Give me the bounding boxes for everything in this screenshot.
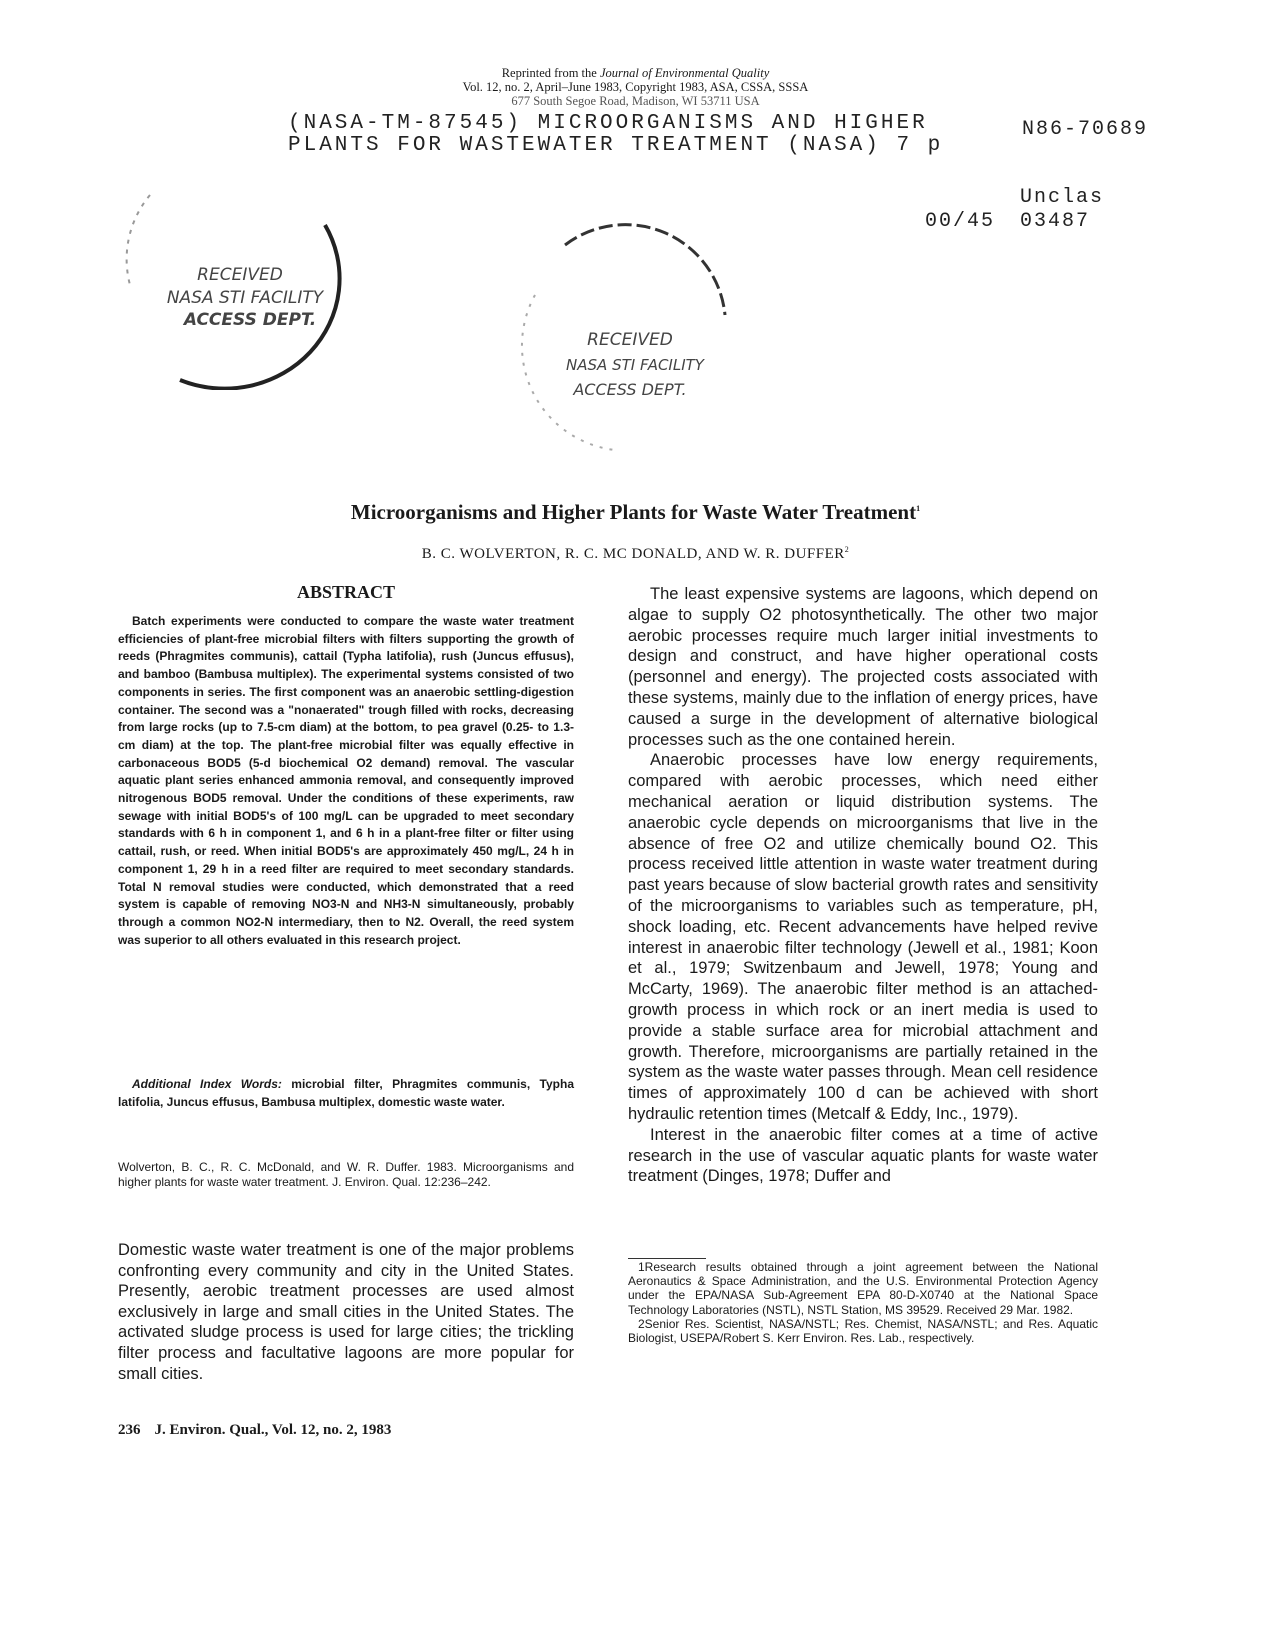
abstract-heading: ABSTRACT bbox=[296, 582, 396, 602]
stamp-text-received: RECEIVED bbox=[197, 265, 283, 285]
reprint-line-2: Vol. 12, no. 2, April–June 1983, Copyright 1983, ASA, CSSA, SSSA bbox=[462, 80, 809, 94]
page-footer bbox=[118, 1422, 391, 1439]
unclas-label: Unclas bbox=[1020, 186, 1105, 209]
stamp-text-facility: NASA STI FACILITY bbox=[566, 356, 704, 374]
journal-reference: J. Environ. Qual., Vol. 12, no. 2, 1983 bbox=[154, 1422, 392, 1438]
author-list: B. C. WOLVERTON, R. C. MC DONALD, AND W. R. DUFFER$^2$ bbox=[421, 545, 850, 562]
paragraph-2: Anaerobic processes have low energy requirements, compared with aerobic processes, which need either mechanical aeration or liquid distribution systems. The anaerobic cycle depends on microorganisms that live in the absence of free O2 and utilize chemically bound O2. This process received little attention in waste water treatment during past years because of slow bacterial growth rates and sensitivity of the microorganisms to variables such as temperature, pH, shock loading, etc. Recent advancements have helped revive interest in anaerobic filter technology (Jewell et al., 1981; Koon et al., 1979; Switzenbaum and Jewell, 1978; Young and McCarty, 1969). The anaerobic filter method is an attached-growth process in which rock or an inert media is used to provide a stable surface area for microbial attachment and growth. Therefore, microorganisms are partially retained in the system as the waste water passes through. Mean cell residence times of approximately 100 d can be achieved with short hydraulic retention times (Metcalf & Eddy, Inc., 1979). bbox=[628, 751, 1098, 1123]
page-number: 236 bbox=[118, 1422, 141, 1438]
citation: Wolverton, B. C., R. C. McDonald, and W. R. Duffer. 1983. Microorganisms and higher plants for waste water treatment. J. Environ. Qual. 12:236–242. bbox=[118, 1160, 574, 1189]
paragraph-3: Interest in the anaerobic filter comes at a time of active research in the use of vascular aquatic plants for waste water treatment (Dinges, 1978; Duffer and bbox=[628, 1125, 1098, 1186]
stamp-text-received: RECEIVED bbox=[587, 330, 673, 350]
stamp-arc bbox=[565, 225, 725, 315]
index-words-label: Additional Index Words: bbox=[132, 1077, 282, 1091]
footnote-1: 1Research results obtained through a joint agreement between the National Aeronautics & Space Administration, and the U.S. Environmental Protection Agency under the EPA/NASA Sub-Agreement EPA 80-D-X0740 at the National Space Technology Laboratories (NSTL), NSTL Station, MS 39529. Received 29 Mar. 1982. bbox=[628, 1260, 1098, 1317]
footnote-rule bbox=[628, 1258, 706, 1259]
article-title: Microorganisms and Higher Plants for Waste Water Treatment$^1$ bbox=[350, 500, 921, 524]
typed-header-line-2: PLANTS FOR WASTEWATER TREATMENT (NASA) 7 p bbox=[288, 134, 944, 157]
category-code: 00/45 bbox=[925, 210, 996, 233]
paragraph-1: The least expensive systems are lagoons, which depend on algae to supply O2 photosynthetically. The other two major aerobic processes require much larger initial investments to design and construct, and have higher operational costs (personnel and energy). The projected costs associated with these systems, mainly due to the inflation of energy prices, have caused a surge in the development of alternative biological processes such as the one contained herein. bbox=[628, 585, 1098, 749]
footnotes bbox=[628, 1260, 1098, 1345]
received-stamp-center bbox=[505, 215, 745, 460]
document-code: 03487 bbox=[1020, 210, 1091, 233]
stamp-text-access: ACCESS DEPT. bbox=[573, 380, 687, 399]
reprint-notice bbox=[0, 66, 1271, 108]
footnote-2: 2Senior Res. Scientist, NASA/NSTL; Res. Chemist, NASA/NSTL; and Res. Aquatic Biologist, USEPA/Robert S. Kerr Environ. Res. Lab., respectively. bbox=[628, 1316, 1098, 1346]
body-text-right bbox=[628, 584, 1098, 1187]
received-stamp-left bbox=[110, 175, 370, 390]
stamp-text-facility: NASA STI FACILITY bbox=[166, 288, 324, 308]
stamp-text-access: ACCESS DEPT. bbox=[183, 310, 317, 330]
reprint-line-3: 677 South Segoe Road, Madison, WI 53711 USA bbox=[511, 94, 760, 108]
abstract-body: Batch experiments were conducted to compare the waste water treatment efficiencies of plant-free microbial filters with filters supporting the growth of reeds (Phragmites communis), cattail (Typha latifolia), rush (Juncus effusus), and bamboo (Bambusa multiplex). The experimental systems consisted of two components in series. The first component was an anaerobic settling-digestion container. The second was a "nonaerated" trough filled with rocks, decreasing from large rocks (up to 7.5-cm diam) at the bottom, to pea gravel (0.25- to 1.3-cm diam) at the top. The plant-free microbial filter was equally effective in carbonaceous BOD5 (5-d biochemical O2 demand) removal. The vascular aquatic plant series enhanced ammonia removal, and consequently improved nitrogenous BOD5 removal. Under the conditions of these experiments, raw sewage with initial BOD5's of 100 mg/L can be upgraded to meet secondary standards with 6 h in component 1, and 6 h in a plant-free filter or filter using cattail, rush, or reed. When initial BOD5's are approximately 450 mg/L, 24 h in component 1, 29 h in a reed filter are required to meet secondary standards. Total N removal studies were conducted, which demonstrated that a reed system is capable of removing NO3-N and NH3-N simultaneously, probably through a common NO2-N intermediary, then to N2. Overall, the reed system was superior to all others evaluated in this research project. bbox=[118, 614, 574, 947]
reprint-line-1: Reprinted from the Journal of Environmental Quality bbox=[501, 66, 770, 80]
accession-number: N86-70689 bbox=[1022, 118, 1149, 141]
stamp-arc-faint bbox=[127, 195, 150, 285]
intro-paragraph: Domestic waste water treatment is one of the major problems confronting every community and city in the United States. Presently, aerobic treatment processes are used almost exclusively in large and small cities in the United States. The activated sludge process is used for large cities; the trickling filter process and facultative lagoons are more popular for small cities. bbox=[118, 1241, 574, 1383]
journal-name: Journal of Environmental Quality bbox=[599, 66, 770, 80]
index-words: Additional Index Words: microbial filter, Phragmites communis, Typha latifolia, Juncus effusus, Bambusa multiplex, domestic waste water. bbox=[118, 1077, 575, 1109]
typed-header-line-1: (NASA-TM-87545) MICROORGANISMS AND HIGHER bbox=[288, 112, 928, 135]
